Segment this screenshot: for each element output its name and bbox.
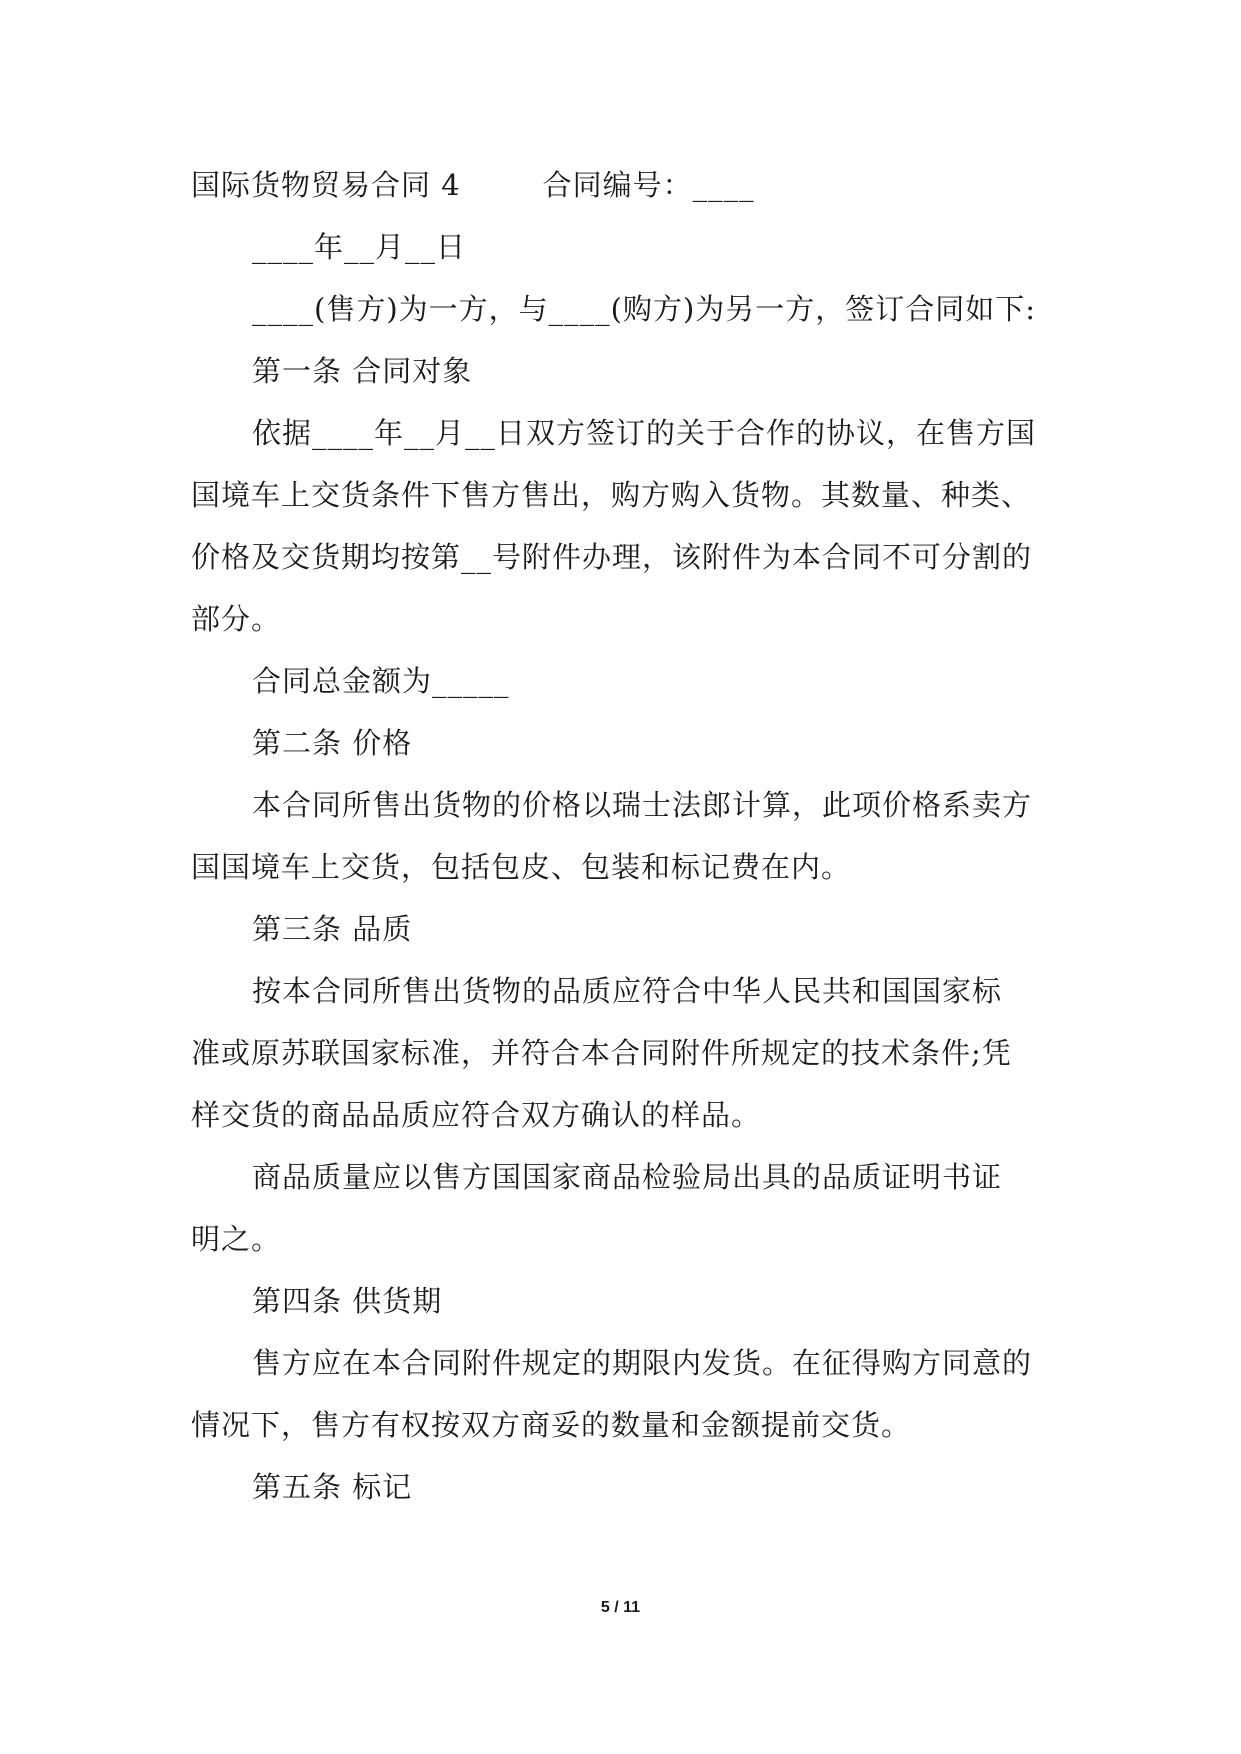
paragraph-line: 明之。 bbox=[191, 1222, 282, 1256]
paragraph-line: 国境车上交货条件下售方售出，购方购入货物。其数量、种类、 bbox=[191, 478, 1032, 512]
paragraph-line: 依据____年__月__日双方签订的关于合作的协议，在售方国 bbox=[252, 416, 1037, 450]
article-5-heading: 第五条 标记 bbox=[252, 1470, 413, 1504]
header-line bbox=[191, 165, 755, 205]
paragraph-line: 情况下，售方有权按双方商妥的数量和金额提前交货。 bbox=[191, 1408, 912, 1442]
article-2-heading: 第二条 价格 bbox=[252, 726, 413, 760]
paragraph-line: 价格及交货期均按第__号附件办理，该附件为本合同不可分割的 bbox=[191, 540, 1033, 574]
document-title: 国际货物贸易合同 4 bbox=[191, 168, 461, 202]
paragraph-line: 按本合同所售出货物的品质应符合中华人民共和国国家标 bbox=[252, 974, 1003, 1008]
page-number: 5 / 11 bbox=[600, 1599, 641, 1616]
paragraph-line: 国国境车上交货，包括包皮、包装和标记费在内。 bbox=[191, 850, 852, 884]
paragraph-line: 商品质量应以售方国国家商品检验局出具的品质证明书证 bbox=[252, 1160, 1003, 1194]
article-3-heading: 第三条 品质 bbox=[252, 912, 413, 946]
date-line: ____年__月__日 bbox=[252, 230, 467, 264]
paragraph-line: 本合同所售出货物的价格以瑞士法郎计算，此项价格系卖方 bbox=[252, 788, 1033, 822]
article-4-heading: 第四条 供货期 bbox=[252, 1284, 443, 1318]
article-1-heading: 第一条 合同对象 bbox=[252, 354, 473, 388]
total-amount-line: 合同总金额为_____ bbox=[252, 664, 510, 698]
contract-number: 合同编号：____ bbox=[542, 168, 755, 202]
paragraph-line: 售方应在本合同附件规定的期限内发货。在征得购方同意的 bbox=[252, 1346, 1033, 1380]
paragraph-line: 部分。 bbox=[191, 602, 282, 636]
paragraph-line: 准或原苏联国家标准，并符合本合同附件所规定的技术条件;凭 bbox=[191, 1036, 1012, 1070]
paragraph-line: 样交货的商品品质应符合双方确认的样品。 bbox=[191, 1098, 762, 1132]
parties-line: ____(售方)为一方，与____(购方)为另一方，签订合同如下: bbox=[252, 292, 1037, 326]
